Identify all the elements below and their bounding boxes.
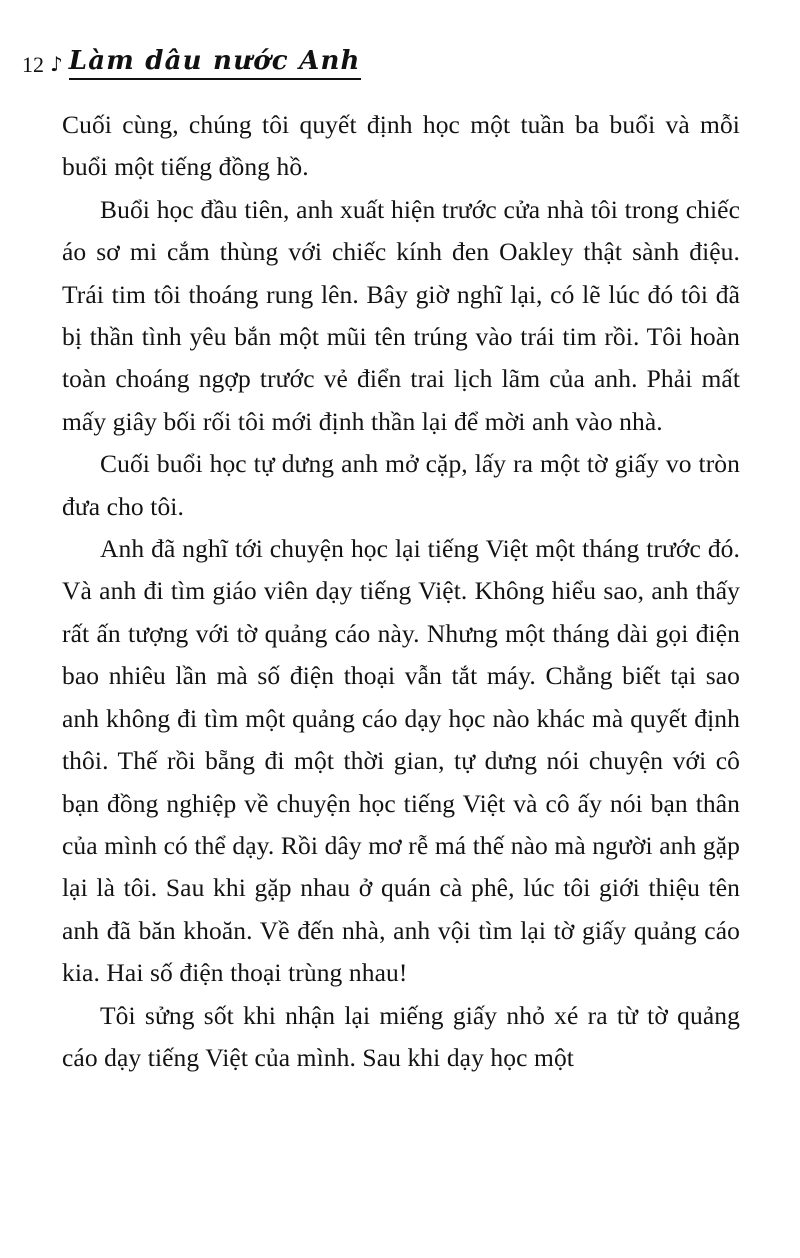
paragraph: Tôi sửng sốt khi nhận lại miếng giấy nhỏ xé ra từ tờ quảng cáo dạy tiếng Việt của mình. Sau khi dạy học một (62, 1000, 740, 1072)
music-note-icon: ♪ (50, 52, 63, 76)
body-text (62, 104, 740, 1079)
chapter-title: Làm dâu nước Anh (69, 48, 361, 80)
page-number: 12 (22, 52, 44, 77)
paragraph: Anh đã nghĩ tới chuyện học lại tiếng Việt một tháng trước đó. Và anh đi tìm giáo viên dạy tiếng Việt. Không hiểu sao, anh thấy rất ấn tượng với tờ quảng cáo này. Nhưng một tháng dài gọi điện bao nhiêu lần mà số điện thoại vẫn tắt máy. Chẳng biết tại sao anh không đi tìm một quảng cáo dạy học nào khác mà quyết định thôi. Thế rồi bẵng đi một thời gian, tự dưng nói chuyện với cô bạn đồng nghiệp về chuyện học tiếng Việt và cô ấy nói bạn thân của mình có thể dạy. Rồi dây mơ rễ má thế nào mà người anh gặp lại là tôi. Sau khi gặp nhau ở quán cà phê, lúc tôi giới thiệu tên anh đã băn khoăn. Về đến nhà, anh vội tìm lại tờ giấy quảng cáo kia. Hai số điện thoại trùng nhau! (62, 534, 740, 988)
paragraph: Cuối cùng, chúng tôi quyết định học một tuần ba buổi và mỗi buổi một tiếng đồng hồ. (62, 110, 740, 182)
running-head (0, 34, 800, 80)
paragraph: Cuối buổi học tự dưng anh mở cặp, lấy ra một tờ giấy vo tròn đưa cho tôi. (62, 449, 740, 521)
paragraph: Buổi học đầu tiên, anh xuất hiện trước cửa nhà tôi trong chiếc áo sơ mi cắm thùng với chiếc kính đen Oakley thật sành điệu. Trái tim tôi thoáng rung lên. Bây giờ nghĩ lại, có lẽ lúc đó tôi đã bị thần tình yêu bắn một mũi tên trúng vào trái tim rồi. Tôi hoàn toàn choáng ngợp trước vẻ điển trai lịch lãm của anh. Phải mất mấy giây bối rối tôi mới định thần lại để mời anh vào nhà. (62, 194, 740, 436)
